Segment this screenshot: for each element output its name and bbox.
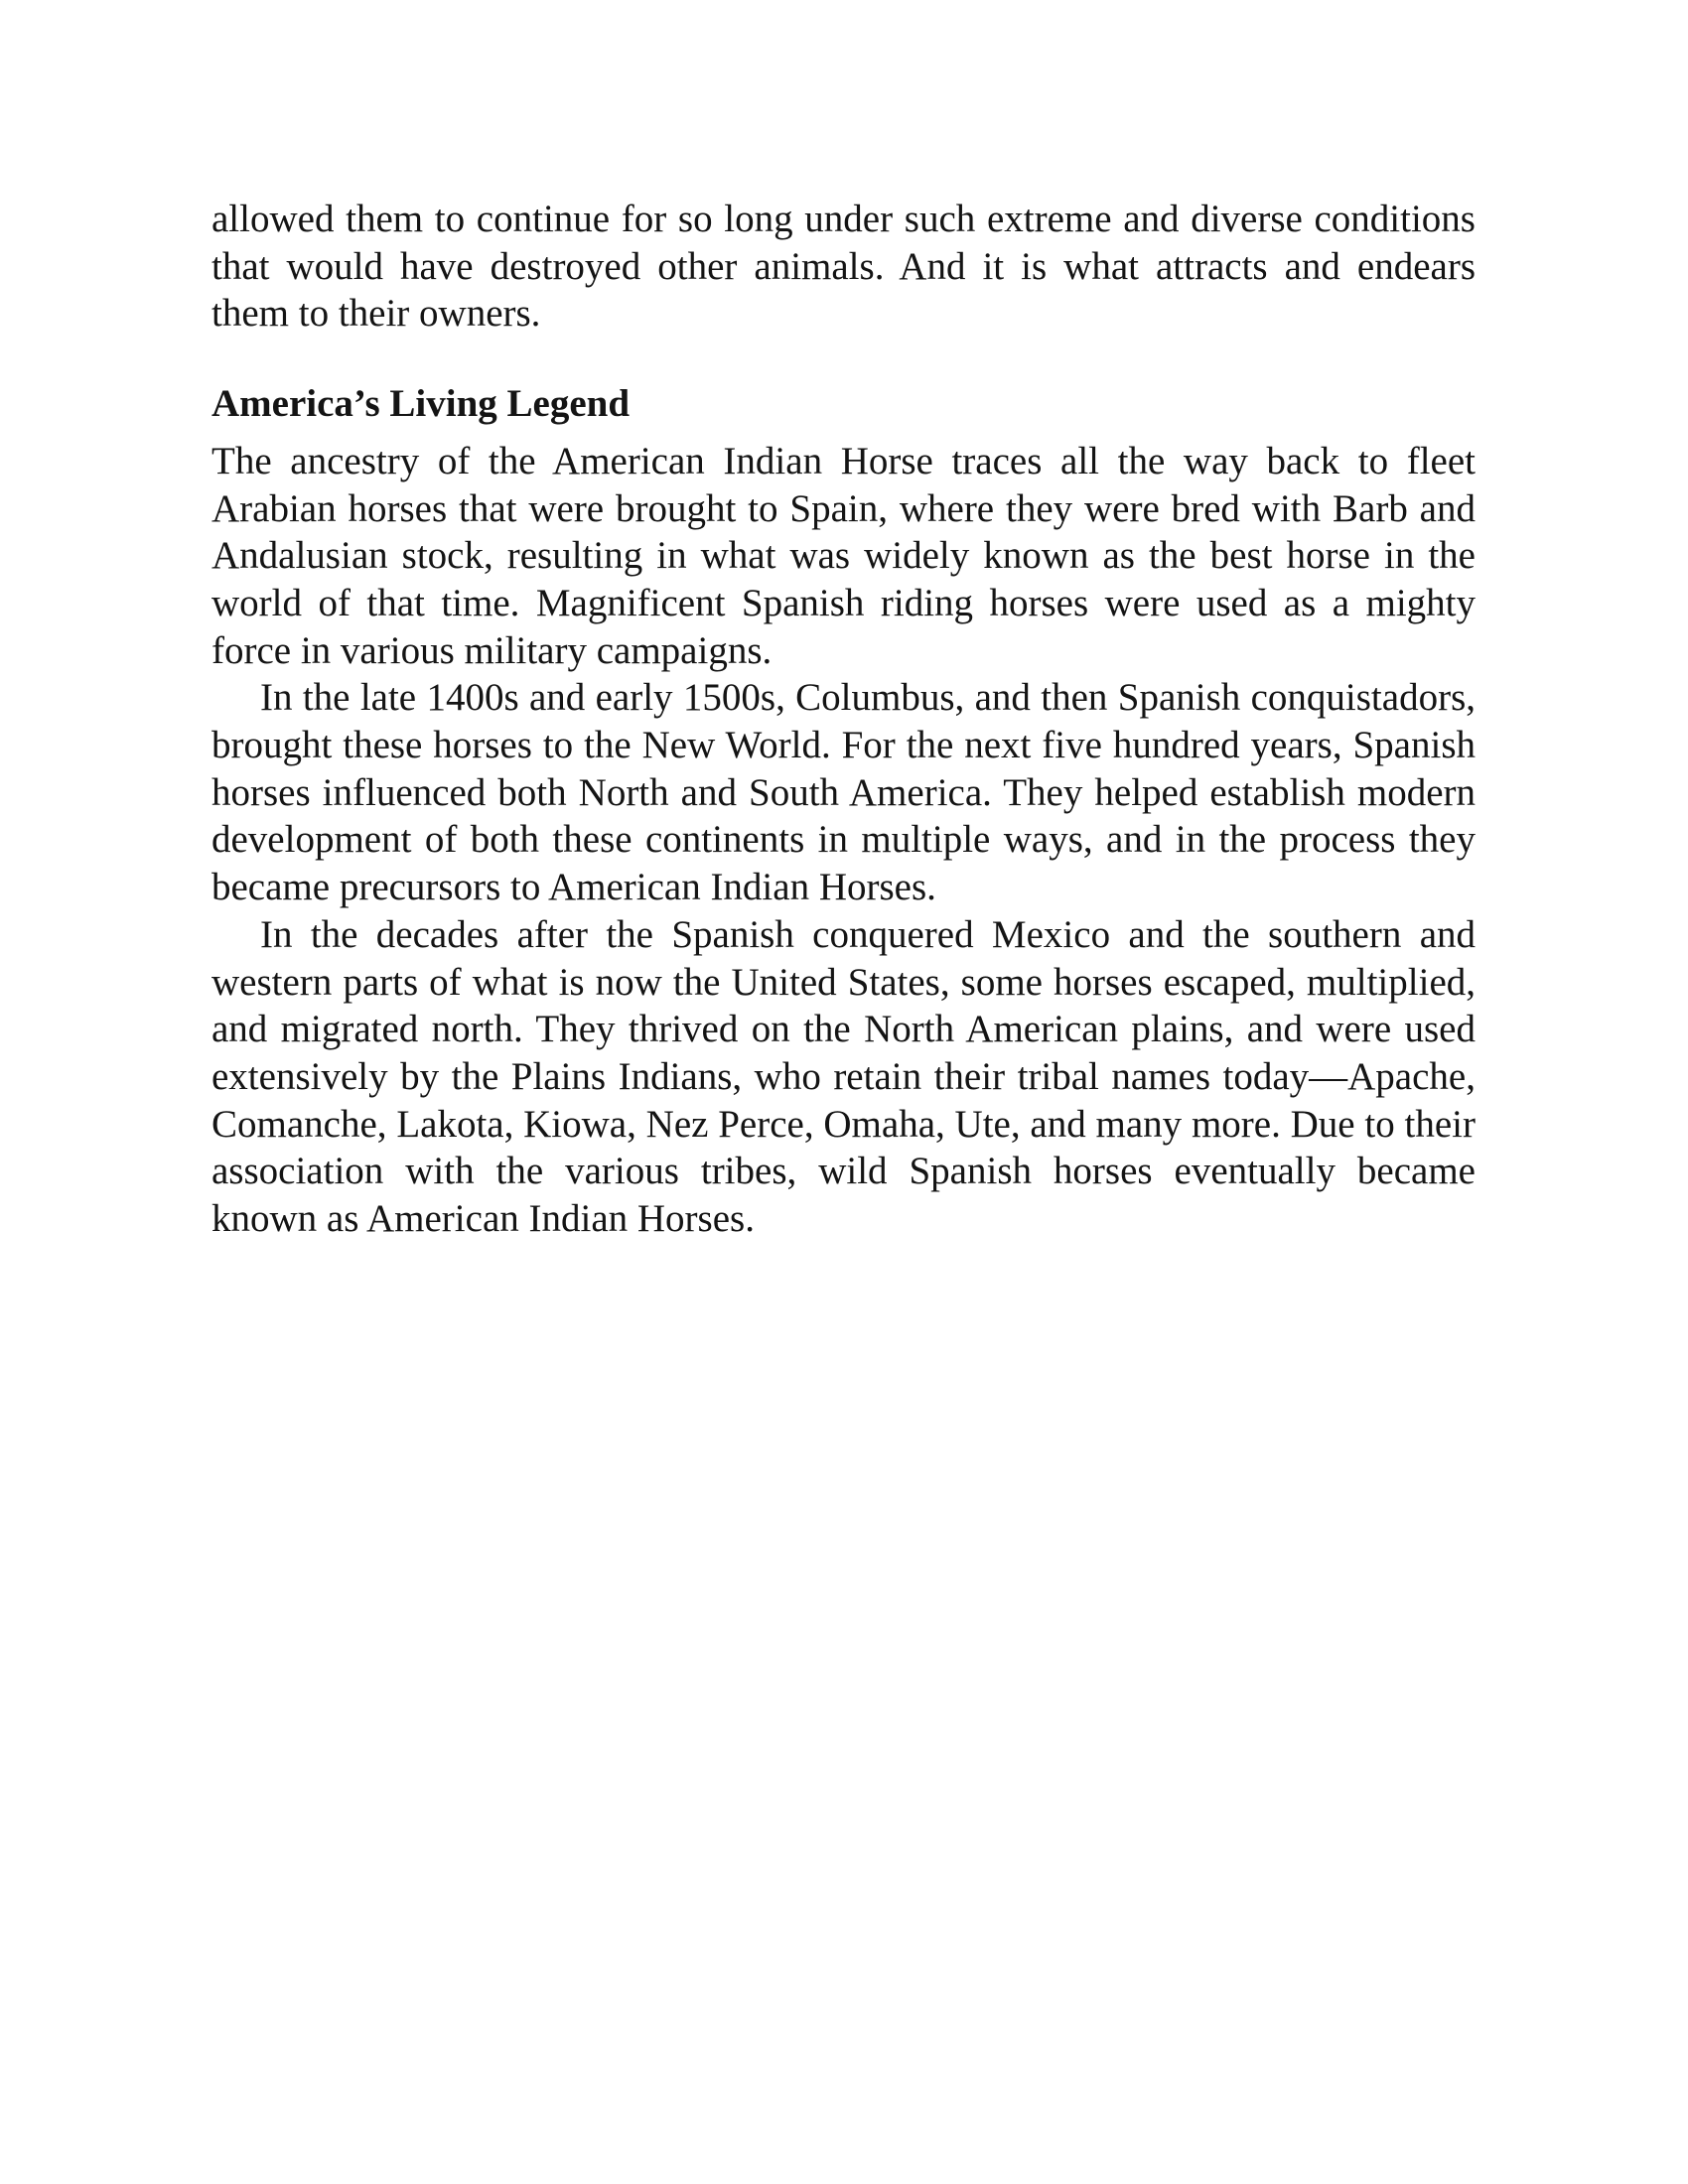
body-paragraph: In the late 1400s and early 1500s, Columbus, and then Spanish conquistadors, brought these horses to the New World. For the next five hundred years, Spanish horses influenced both North and South America. They helped establish modern development of both these continents in multiple ways, and in the process they became precursors to American Indian Horses. [211,676,1476,909]
body-paragraph: In the decades after the Spanish conquered Mexico and the southern and western parts of what is now the United States, some horses escaped, multiplied, and migrated north. They thrived on the North American plains, and were used extensively by the Plains Indians, who retain their tribal names today—Apache, Comanche, Lakota, Kiowa, Nez Perce, Omaha, Ute, and many more. Due to their association with the various tribes, wild Spanish horses eventually became known as American Indian Horses. [211,912,1476,1241]
section-heading: America’s Living Legend [211,382,631,426]
body-paragraph: The ancestry of the American Indian Horse traces all the way back to fleet Arabian horses that were brought to Spain, where they were bred with Barb and Andalusian stock, resulting in what was widely known as the best horse in the world of that time. Magnificent Spanish riding horses were used as a mighty force in various military campaigns. [211,439,1476,672]
opening-paragraph: allowed them to continue for so long under such extreme and diverse conditions that would have destroyed other animals. And it is what attracts and endears them to their owners. [211,198,1476,336]
document-page [211,196,1476,1243]
